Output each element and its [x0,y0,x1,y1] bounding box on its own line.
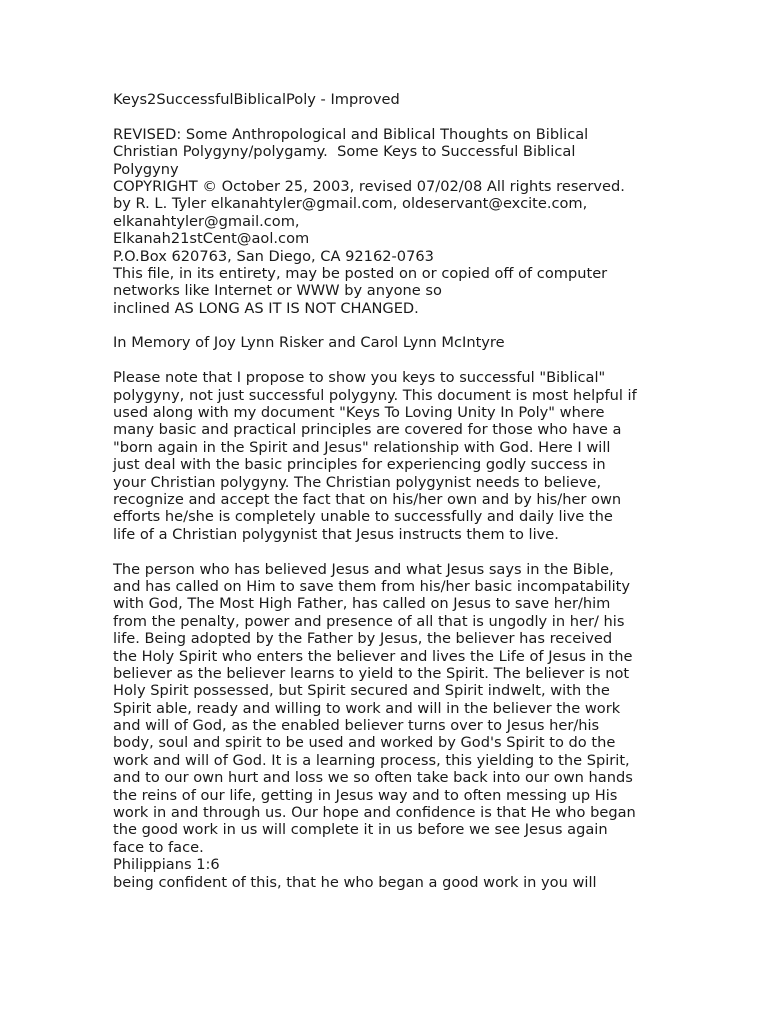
paragraph-line: the reins of our life, getting in Jesus way and to often messing up His [113,786,618,804]
header-line: Polygyny [113,160,179,178]
paragraph-line: The person who has believed Jesus and what Jesus says in the Bible, [113,560,614,578]
header-line: REVISED: Some Anthropological and Biblical Thoughts on Biblical [113,125,589,143]
email-line: elkanahtyler@gmail.com, [113,212,300,230]
paragraph-1 [113,369,673,543]
paragraph-line: your Christian polygyny. The Christian polygynist needs to believe, [113,473,602,491]
paragraph-line: "born again in the Spirit and Jesus" relationship with God. Here I will [113,438,611,456]
paragraph-line: work in and through us. Our hope and confidence is that He who began [113,804,636,822]
paragraph-line: the Holy Spirit who enters the believer and lives the Life of Jesus in the [113,647,633,665]
paragraph-line: body, soul and spirit to be used and worked by God's Spirit to do the [113,734,616,752]
scripture-text: being confident of this, that he who began a good work in you will [113,873,597,891]
permission-line: networks like Internet or WWW by anyone so [113,282,442,300]
email-line: Elkanah21stCent@aol.com [113,230,310,248]
paragraph-line: efforts he/she is completely unable to successfully and daily live the [113,508,613,526]
paragraph-line: face to face. [113,838,204,856]
header-line: Christian Polygyny/polygamy. Some Keys to Successful Biblical [113,143,576,161]
document-page [113,91,673,891]
paragraph-line: from the penalty, power and presence of all that is ungodly in her/ his [113,612,625,630]
copyright-line: COPYRIGHT © October 25, 2003, revised 07/02/08 All rights reserved. [113,177,625,195]
spacer [113,352,673,369]
paragraph-2 [113,561,673,891]
paragraph-line: polygyny, not just successful polygyny. This document is most helpful if [113,386,637,404]
author-line: by R. L. Tyler elkanahtyler@gmail.com, oldeservant@excite.com, [113,195,588,213]
document-title: Keys2SuccessfulBiblicalPoly - Improved [113,91,400,108]
paragraph-line: work and will of God. It is a learning process, this yielding to the Spirit, [113,751,630,769]
paragraph-line: Please note that I propose to show you keys to successful "Biblical" [113,369,606,387]
address-line: P.O.Box 620763, San Diego, CA 92162-0763 [113,247,434,265]
memorial-line: In Memory of Joy Lynn Risker and Carol Lynn McIntyre [113,334,505,352]
paragraph-line: life. Being adopted by the Father by Jesus, the believer has received [113,630,613,648]
paragraph-line: and has called on Him to save them from his/her basic incompatability [113,577,631,595]
paragraph-line: many basic and practical principles are covered for those who have a [113,421,622,439]
paragraph-line: and to our own hurt and loss we so often take back into our own hands [113,769,633,787]
paragraph-line: life of a Christian polygynist that Jesus instructs them to live. [113,525,559,543]
spacer [113,317,673,334]
spacer [113,108,673,125]
permission-line: This file, in its entirety, may be posted on or copied off of computer [113,264,608,282]
paragraph-line: used along with my document "Keys To Loving Unity In Poly" where [113,404,605,422]
paragraph-line: Spirit able, ready and willing to work and will in the believer the work [113,699,621,717]
spacer [113,543,673,560]
header-block [113,126,673,317]
paragraph-line: believer as the believer learns to yield to the Spirit. The believer is not [113,664,630,682]
paragraph-line: recognize and accept the fact that on his/her own and by his/her own [113,490,622,508]
scripture-reference: Philippians 1:6 [113,856,220,874]
paragraph-line: Holy Spirit possessed, but Spirit secured and Spirit indwelt, with the [113,682,610,700]
paragraph-line: with God, The Most High Father, has called on Jesus to save her/him [113,595,611,613]
paragraph-line: and will of God, as the enabled believer turns over to Jesus her/his [113,717,600,735]
paragraph-line: just deal with the basic principles for experiencing godly success in [113,456,606,474]
paragraph-line: the good work in us will complete it in us before we see Jesus again [113,821,608,839]
permission-line: inclined AS LONG AS IT IS NOT CHANGED. [113,299,419,317]
